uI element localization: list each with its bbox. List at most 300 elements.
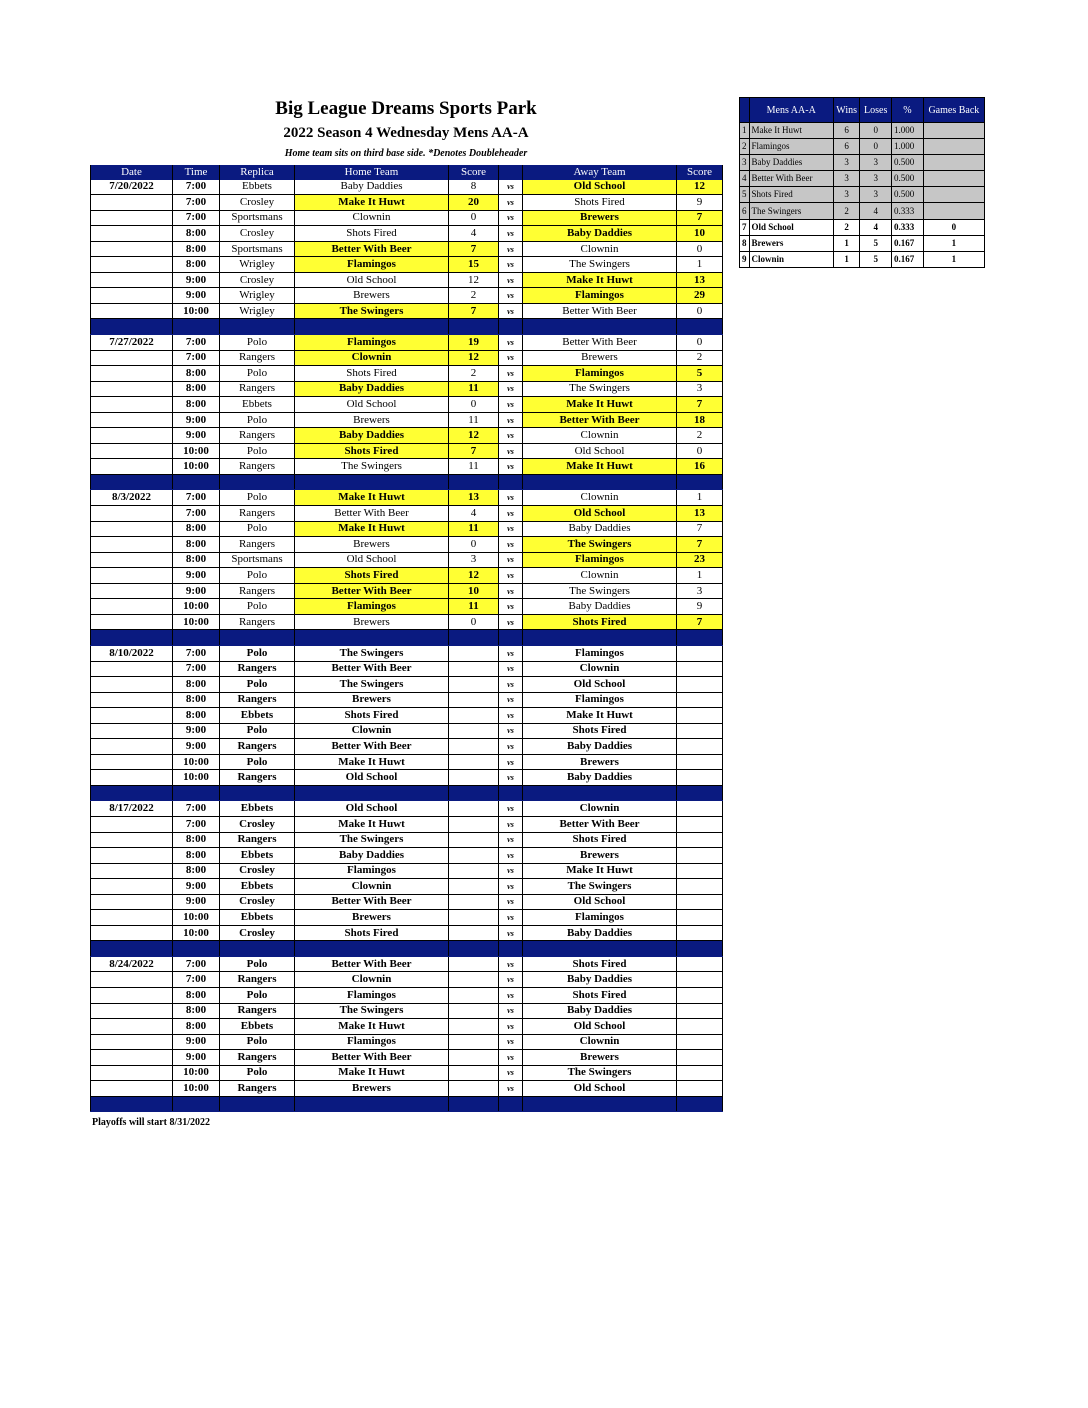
separator-cell — [173, 474, 220, 490]
standings-losses: 0 — [860, 123, 892, 139]
game-row — [91, 848, 723, 864]
home-team: Flamingos — [295, 257, 449, 273]
game-time: 9:00 — [173, 1034, 220, 1050]
away-score: 1 — [677, 257, 723, 273]
away-score: 0 — [677, 241, 723, 257]
away-team: Clownin — [523, 490, 677, 506]
separator-cell — [295, 319, 449, 335]
standings-games-back — [923, 203, 984, 219]
home-team: Better With Beer — [295, 1050, 449, 1066]
schedule-table — [90, 165, 723, 1112]
separator-cell — [499, 630, 523, 646]
game-time: 9:00 — [173, 428, 220, 444]
game-field: Polo — [220, 645, 295, 661]
standings-row — [740, 251, 985, 267]
home-score — [449, 661, 499, 677]
vs-label: vs — [499, 180, 523, 195]
away-score: 5 — [677, 366, 723, 382]
away-team: The Swingers — [523, 537, 677, 553]
game-date — [91, 459, 173, 475]
game-date — [91, 987, 173, 1003]
vs-label: vs — [499, 521, 523, 537]
vs-label: vs — [499, 863, 523, 879]
game-date — [91, 848, 173, 864]
home-score — [449, 1003, 499, 1019]
vs-label: vs — [499, 568, 523, 584]
home-score — [449, 848, 499, 864]
home-score — [449, 1081, 499, 1097]
home-team: Shots Fired — [295, 443, 449, 459]
standings-pct: 1.000 — [892, 123, 924, 139]
home-score: 2 — [449, 366, 499, 382]
game-date — [91, 925, 173, 941]
separator-cell — [91, 319, 173, 335]
game-date — [91, 692, 173, 708]
standings-pct: 0.500 — [892, 155, 924, 171]
game-date — [91, 272, 173, 288]
game-date: 8/24/2022 — [91, 956, 173, 972]
home-score — [449, 832, 499, 848]
home-score: 0 — [449, 210, 499, 226]
game-row — [91, 210, 723, 226]
standings-rank: 3 — [740, 155, 750, 171]
vs-label: vs — [499, 537, 523, 553]
game-date: 7/20/2022 — [91, 180, 173, 195]
home-score: 10 — [449, 583, 499, 599]
col-header-away-score: Score — [677, 165, 723, 180]
game-date — [91, 303, 173, 319]
standings-row — [740, 203, 985, 219]
home-team: Better With Beer — [295, 661, 449, 677]
game-row — [91, 506, 723, 522]
game-time: 9:00 — [173, 288, 220, 304]
game-field: Crosley — [220, 863, 295, 879]
game-time: 8:00 — [173, 257, 220, 273]
game-time: 7:00 — [173, 335, 220, 351]
separator-cell — [523, 941, 677, 957]
game-field: Rangers — [220, 1081, 295, 1097]
game-row — [91, 1065, 723, 1081]
game-date — [91, 1003, 173, 1019]
game-field: Sportsmans — [220, 241, 295, 257]
separator-cell — [173, 319, 220, 335]
game-time: 9:00 — [173, 739, 220, 755]
game-row — [91, 428, 723, 444]
home-team: Shots Fired — [295, 226, 449, 242]
game-date — [91, 677, 173, 693]
home-score — [449, 910, 499, 926]
home-team: Make It Huwt — [295, 195, 449, 211]
home-score — [449, 801, 499, 817]
standings-rank: 9 — [740, 251, 750, 267]
away-score — [677, 645, 723, 661]
game-row — [91, 910, 723, 926]
standings-pct: 0.500 — [892, 187, 924, 203]
away-team: Flamingos — [523, 692, 677, 708]
game-time: 10:00 — [173, 770, 220, 786]
home-team: Flamingos — [295, 599, 449, 615]
standings-header-games-back: Games Back — [923, 98, 984, 123]
vs-label: vs — [499, 303, 523, 319]
standings-games-back: 0 — [923, 219, 984, 235]
standings-losses: 4 — [860, 203, 892, 219]
game-time: 7:00 — [173, 350, 220, 366]
game-time: 8:00 — [173, 241, 220, 257]
game-date — [91, 506, 173, 522]
game-row — [91, 723, 723, 739]
game-row — [91, 459, 723, 475]
schedule-header-row — [91, 165, 723, 180]
game-date — [91, 381, 173, 397]
home-team: The Swingers — [295, 1003, 449, 1019]
standings-pct: 0.333 — [892, 219, 924, 235]
away-team: Shots Fired — [523, 832, 677, 848]
home-score — [449, 1065, 499, 1081]
away-team: Clownin — [523, 428, 677, 444]
home-team: Make It Huwt — [295, 754, 449, 770]
home-team: Better With Beer — [295, 894, 449, 910]
home-score: 12 — [449, 350, 499, 366]
game-time: 8:00 — [173, 381, 220, 397]
away-score: 7 — [677, 210, 723, 226]
home-team: Brewers — [295, 412, 449, 428]
playoffs-note: Playoffs will start 8/31/2022 — [92, 1117, 211, 1128]
home-team: Better With Beer — [295, 956, 449, 972]
standings-rank: 6 — [740, 203, 750, 219]
game-field: Crosley — [220, 272, 295, 288]
game-date — [91, 661, 173, 677]
game-date: 8/3/2022 — [91, 490, 173, 506]
standings-wins: 2 — [833, 203, 859, 219]
away-score — [677, 1081, 723, 1097]
game-date — [91, 397, 173, 413]
separator-cell — [173, 941, 220, 957]
vs-label: vs — [499, 1065, 523, 1081]
game-row — [91, 303, 723, 319]
standings-row — [740, 187, 985, 203]
home-score: 0 — [449, 397, 499, 413]
game-field: Polo — [220, 1034, 295, 1050]
game-field: Rangers — [220, 350, 295, 366]
week-separator — [91, 474, 723, 490]
home-team: Brewers — [295, 910, 449, 926]
game-field: Ebbets — [220, 708, 295, 724]
game-time: 8:00 — [173, 537, 220, 553]
standings-team: Baby Daddies — [749, 155, 833, 171]
vs-label: vs — [499, 226, 523, 242]
vs-label: vs — [499, 397, 523, 413]
away-score: 10 — [677, 226, 723, 242]
standings-team: The Swingers — [749, 203, 833, 219]
separator-cell — [499, 319, 523, 335]
game-field: Ebbets — [220, 801, 295, 817]
game-row — [91, 226, 723, 242]
game-time: 8:00 — [173, 708, 220, 724]
home-team: Baby Daddies — [295, 180, 449, 195]
away-team: Better With Beer — [523, 303, 677, 319]
game-date — [91, 754, 173, 770]
away-team: Better With Beer — [523, 816, 677, 832]
away-score: 23 — [677, 552, 723, 568]
game-row — [91, 288, 723, 304]
game-time: 8:00 — [173, 552, 220, 568]
away-team: Flamingos — [523, 645, 677, 661]
away-team: The Swingers — [523, 257, 677, 273]
vs-label: vs — [499, 972, 523, 988]
away-team: Flamingos — [523, 366, 677, 382]
vs-label: vs — [499, 894, 523, 910]
home-score — [449, 1019, 499, 1035]
game-time: 9:00 — [173, 879, 220, 895]
game-date — [91, 770, 173, 786]
vs-label: vs — [499, 552, 523, 568]
standings-pct: 0.167 — [892, 235, 924, 251]
game-row — [91, 863, 723, 879]
game-date — [91, 552, 173, 568]
standings-losses: 0 — [860, 139, 892, 155]
game-time: 8:00 — [173, 692, 220, 708]
standings-games-back — [923, 155, 984, 171]
home-score: 12 — [449, 428, 499, 444]
away-team: Better With Beer — [523, 335, 677, 351]
game-time: 9:00 — [173, 412, 220, 428]
game-time: 9:00 — [173, 272, 220, 288]
separator-cell — [220, 785, 295, 801]
separator-cell — [220, 1096, 295, 1112]
game-row — [91, 241, 723, 257]
home-score: 7 — [449, 443, 499, 459]
home-score: 4 — [449, 226, 499, 242]
game-row — [91, 987, 723, 1003]
separator-cell — [499, 785, 523, 801]
standings-wins: 3 — [833, 187, 859, 203]
game-field: Ebbets — [220, 848, 295, 864]
game-row — [91, 195, 723, 211]
away-score: 0 — [677, 443, 723, 459]
game-row — [91, 1081, 723, 1097]
game-field: Rangers — [220, 459, 295, 475]
vs-label: vs — [499, 645, 523, 661]
home-score: 11 — [449, 459, 499, 475]
game-time: 10:00 — [173, 614, 220, 630]
game-time: 7:00 — [173, 956, 220, 972]
game-field: Polo — [220, 490, 295, 506]
standings-losses: 3 — [860, 155, 892, 171]
vs-label: vs — [499, 1050, 523, 1066]
game-date — [91, 972, 173, 988]
separator-cell — [677, 941, 723, 957]
game-time: 7:00 — [173, 801, 220, 817]
game-field: Polo — [220, 987, 295, 1003]
home-score: 11 — [449, 412, 499, 428]
away-team: The Swingers — [523, 879, 677, 895]
separator-cell — [523, 474, 677, 490]
home-team: Brewers — [295, 692, 449, 708]
game-time: 7:00 — [173, 506, 220, 522]
game-date — [91, 241, 173, 257]
home-score: 11 — [449, 599, 499, 615]
separator-cell — [523, 1096, 677, 1112]
game-field: Ebbets — [220, 879, 295, 895]
home-score: 12 — [449, 272, 499, 288]
home-team: Flamingos — [295, 1034, 449, 1050]
game-field: Ebbets — [220, 397, 295, 413]
standings-header-row — [740, 98, 985, 123]
game-row — [91, 972, 723, 988]
away-team: Shots Fired — [523, 614, 677, 630]
game-row — [91, 335, 723, 351]
away-score: 7 — [677, 397, 723, 413]
game-field: Ebbets — [220, 910, 295, 926]
game-date — [91, 863, 173, 879]
game-date — [91, 599, 173, 615]
game-date — [91, 226, 173, 242]
vs-label: vs — [499, 599, 523, 615]
week-separator — [91, 941, 723, 957]
vs-label: vs — [499, 381, 523, 397]
game-time: 8:00 — [173, 677, 220, 693]
home-team: Baby Daddies — [295, 428, 449, 444]
game-row — [91, 443, 723, 459]
away-team: Better With Beer — [523, 412, 677, 428]
vs-label: vs — [499, 832, 523, 848]
away-team: Baby Daddies — [523, 521, 677, 537]
game-row — [91, 816, 723, 832]
away-team: Flamingos — [523, 288, 677, 304]
standings-team: Brewers — [749, 235, 833, 251]
home-score: 0 — [449, 614, 499, 630]
away-team: Shots Fired — [523, 987, 677, 1003]
standings-pct: 1.000 — [892, 139, 924, 155]
game-time: 10:00 — [173, 459, 220, 475]
game-field: Rangers — [220, 583, 295, 599]
game-row — [91, 397, 723, 413]
game-field: Polo — [220, 956, 295, 972]
away-score — [677, 848, 723, 864]
home-team: Baby Daddies — [295, 848, 449, 864]
game-date — [91, 739, 173, 755]
standings-team: Better With Beer — [749, 171, 833, 187]
home-score: 0 — [449, 537, 499, 553]
away-score — [677, 972, 723, 988]
away-team: Clownin — [523, 1034, 677, 1050]
game-field: Wrigley — [220, 257, 295, 273]
standings-losses: 3 — [860, 187, 892, 203]
away-team: Old School — [523, 894, 677, 910]
home-team: Make It Huwt — [295, 1019, 449, 1035]
home-team: Make It Huwt — [295, 490, 449, 506]
game-field: Polo — [220, 568, 295, 584]
away-team: Brewers — [523, 848, 677, 864]
game-time: 9:00 — [173, 723, 220, 739]
home-score — [449, 1034, 499, 1050]
home-score — [449, 645, 499, 661]
home-team: The Swingers — [295, 677, 449, 693]
away-score — [677, 708, 723, 724]
home-team: The Swingers — [295, 303, 449, 319]
standings-rank: 7 — [740, 219, 750, 235]
game-date — [91, 366, 173, 382]
home-team: Better With Beer — [295, 583, 449, 599]
game-time: 7:00 — [173, 816, 220, 832]
game-time: 8:00 — [173, 832, 220, 848]
vs-label: vs — [499, 257, 523, 273]
standings-wins: 1 — [833, 235, 859, 251]
game-date — [91, 723, 173, 739]
home-score: 13 — [449, 490, 499, 506]
game-field: Polo — [220, 366, 295, 382]
away-score — [677, 1050, 723, 1066]
game-field: Rangers — [220, 506, 295, 522]
game-field: Crosley — [220, 195, 295, 211]
home-team: Clownin — [295, 350, 449, 366]
vs-label: vs — [499, 816, 523, 832]
separator-cell — [449, 630, 499, 646]
vs-label: vs — [499, 443, 523, 459]
away-score: 16 — [677, 459, 723, 475]
vs-label: vs — [499, 801, 523, 817]
game-row — [91, 180, 723, 195]
home-score — [449, 1050, 499, 1066]
standings-row — [740, 155, 985, 171]
game-row — [91, 490, 723, 506]
game-date — [91, 568, 173, 584]
standings-rank: 8 — [740, 235, 750, 251]
home-score: 20 — [449, 195, 499, 211]
vs-label: vs — [499, 1081, 523, 1097]
game-row — [91, 692, 723, 708]
standings-rank: 4 — [740, 171, 750, 187]
away-team: Make It Huwt — [523, 863, 677, 879]
game-date: 7/27/2022 — [91, 335, 173, 351]
home-team: Shots Fired — [295, 366, 449, 382]
vs-label: vs — [499, 272, 523, 288]
standings-pct: 0.167 — [892, 251, 924, 267]
away-score — [677, 925, 723, 941]
col-header-time: Time — [173, 165, 220, 180]
game-field: Rangers — [220, 537, 295, 553]
home-score: 3 — [449, 552, 499, 568]
away-team: Clownin — [523, 801, 677, 817]
game-time: 7:00 — [173, 210, 220, 226]
separator-cell — [173, 1096, 220, 1112]
game-row — [91, 614, 723, 630]
game-date — [91, 708, 173, 724]
game-time: 8:00 — [173, 848, 220, 864]
game-field: Rangers — [220, 739, 295, 755]
home-team: Brewers — [295, 537, 449, 553]
away-score: 7 — [677, 521, 723, 537]
game-row — [91, 708, 723, 724]
separator-cell — [220, 474, 295, 490]
vs-label: vs — [499, 956, 523, 972]
vs-label: vs — [499, 195, 523, 211]
home-score: 7 — [449, 303, 499, 319]
standings-header-pct: % — [892, 98, 924, 123]
home-team: Brewers — [295, 1081, 449, 1097]
away-team: Make It Huwt — [523, 272, 677, 288]
separator-cell — [677, 474, 723, 490]
away-team: Brewers — [523, 1050, 677, 1066]
vs-label: vs — [499, 708, 523, 724]
separator-cell — [523, 785, 677, 801]
vs-label: vs — [499, 1034, 523, 1050]
home-team: Flamingos — [295, 335, 449, 351]
game-field: Wrigley — [220, 288, 295, 304]
away-score — [677, 1019, 723, 1035]
game-row — [91, 257, 723, 273]
game-row — [91, 381, 723, 397]
